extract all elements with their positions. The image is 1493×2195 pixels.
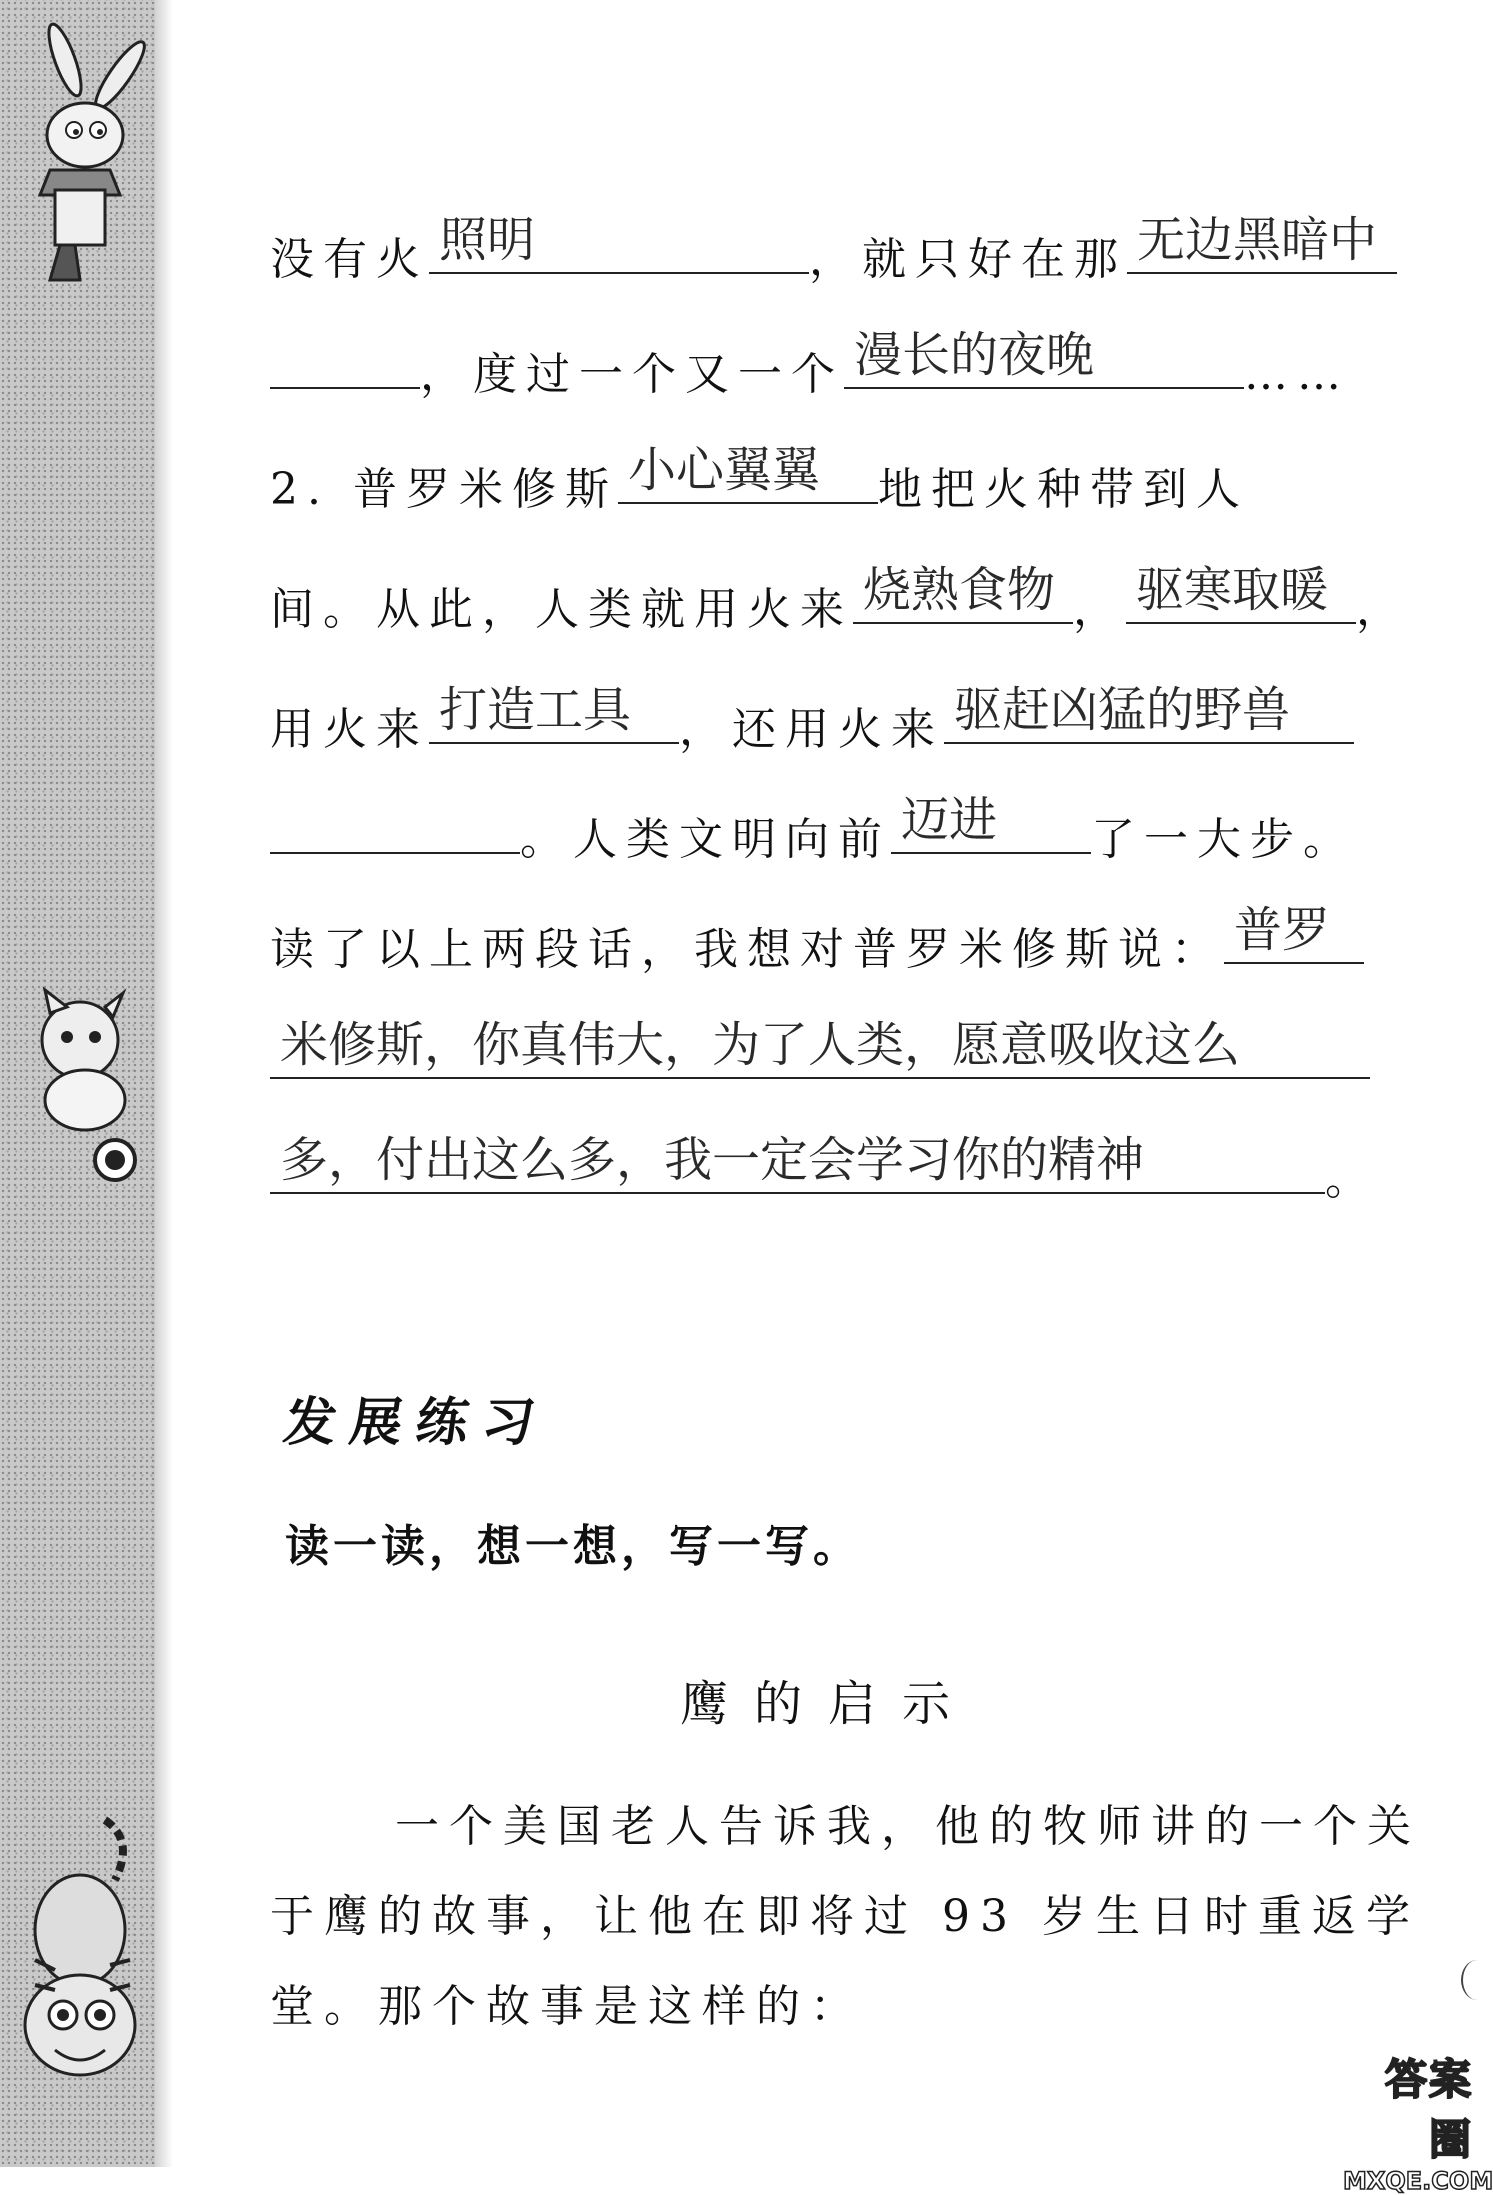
answer-blank[interactable] xyxy=(429,212,809,274)
answer-blank[interactable] xyxy=(844,327,1244,389)
exercise-line-1 xyxy=(270,212,1390,287)
handwritten-answer: 无边黑暗中 xyxy=(1137,212,1378,268)
exercise-line-7 xyxy=(270,902,1390,977)
printed-text: ，度过一个又一个 xyxy=(420,349,844,400)
instruction-text: 读一读，想一想，写一写。 xyxy=(285,1521,861,1572)
watermark-bottom-text: MXQE.COM xyxy=(1343,2167,1493,2195)
answer-blank[interactable] xyxy=(1224,902,1364,964)
exercise-line-3 xyxy=(270,442,1390,517)
watermark-top-text: 答案圈 xyxy=(1384,2055,1473,2164)
printed-text: ，就只好在那 xyxy=(809,234,1127,285)
handwritten-answer: 小心翼翼 xyxy=(627,442,820,498)
watermark-logo xyxy=(1343,2047,1493,2195)
story-line-2: 于鹰的故事，让他在即将过 93 岁生日时重返学 xyxy=(270,1891,1420,1942)
answer-blank[interactable] xyxy=(1127,212,1397,274)
printed-text: 2. 普罗米修斯 xyxy=(270,464,618,515)
handwritten-answer: 普罗 xyxy=(1234,902,1331,958)
handwritten-answer: 烧熟食物 xyxy=(863,562,1056,618)
printed-text: ， xyxy=(1356,584,1409,635)
answer-blank[interactable] xyxy=(270,1132,1325,1194)
rabbit-cartoon-icon xyxy=(10,20,150,300)
handwritten-answer: 多，付出这么多，我一定会学习你的精神 xyxy=(280,1132,1145,1188)
cat-cartoon-icon xyxy=(5,985,155,1185)
section-heading: 发展练习 xyxy=(280,1393,553,1453)
handwritten-answer: 打造工具 xyxy=(439,682,632,738)
story-title: 鹰的启示 xyxy=(680,1676,977,1732)
handwritten-answer: 照明 xyxy=(439,212,536,268)
printed-text: …… xyxy=(1244,349,1350,400)
page-curl-mark xyxy=(1461,1960,1493,2000)
printed-text: ， xyxy=(1073,584,1126,635)
printed-text: 间。从此，人类就用火来 xyxy=(270,584,853,635)
story-line-3: 堂。那个故事是这样的： xyxy=(270,1981,864,2032)
printed-text: 地把火种带到人 xyxy=(877,464,1249,515)
tiger-cartoon-icon xyxy=(15,1810,155,2110)
handwritten-answer: 驱寒取暖 xyxy=(1136,562,1329,618)
printed-text: 。人类文明向前 xyxy=(520,814,891,865)
exercise-line-8 xyxy=(270,1017,1390,1090)
exercise-line-4 xyxy=(270,562,1409,637)
answer-blank[interactable] xyxy=(270,800,520,854)
story-line-1: 一个美国老人告诉我，他的牧师讲的一个关 xyxy=(395,1801,1421,1852)
printed-text: 了一大步。 xyxy=(1091,814,1356,865)
answer-blank[interactable] xyxy=(429,682,679,744)
printed-text: ，还用火来 xyxy=(679,704,944,755)
handwritten-answer: 迈进 xyxy=(901,792,998,848)
answer-blank[interactable] xyxy=(270,1017,1370,1079)
answer-blank[interactable] xyxy=(944,682,1354,744)
exercise-line-2 xyxy=(270,327,1390,402)
answer-blank[interactable] xyxy=(853,562,1073,624)
answer-blank[interactable] xyxy=(618,442,878,504)
answer-blank[interactable] xyxy=(1126,562,1356,624)
exercise-line-5 xyxy=(270,682,1390,757)
answer-blank[interactable] xyxy=(891,792,1091,854)
answer-blank[interactable] xyxy=(270,335,420,389)
printed-text: 。 xyxy=(1325,1154,1378,1205)
handwritten-answer: 驱赶凶猛的野兽 xyxy=(954,682,1291,738)
exercise-line-6 xyxy=(270,792,1390,867)
printed-text: 读了以上两段话，我想对普罗米修斯说： xyxy=(270,924,1224,975)
exercise-line-9 xyxy=(270,1132,1390,1207)
handwritten-answer: 漫长的夜晚 xyxy=(854,327,1095,383)
printed-text: 没有火 xyxy=(270,234,429,285)
printed-text: 用火来 xyxy=(270,704,429,755)
handwritten-answer: 米修斯，你真伟大，为了人类，愿意吸收这么 xyxy=(280,1017,1241,1073)
